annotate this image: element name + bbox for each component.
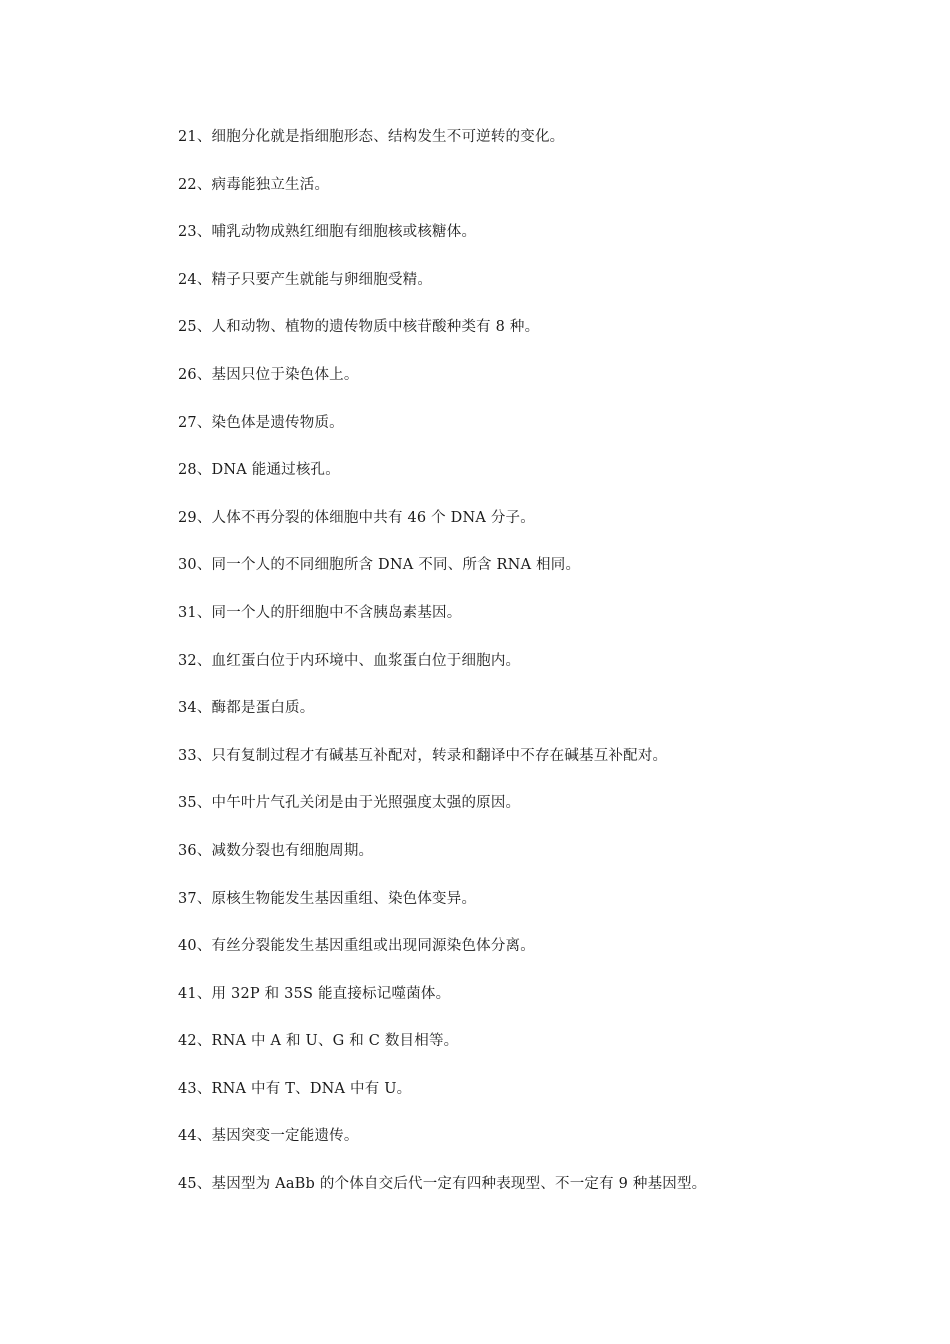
list-item: 34、酶都是蛋白质。 <box>178 700 315 717</box>
list-item: 21、细胞分化就是指细胞形态、结构发生不可逆转的变化。 <box>178 129 565 145</box>
list-item: 29、人体不再分裂的体细胞中共有 46 个 DNA 分子。 <box>178 509 535 526</box>
list-item: 26、基因只位于染色体上。 <box>178 366 359 383</box>
list-item: 45、基因型为 AaBb 的个体自交后代一定有四种表现型、不一定有 9 种基因型。 <box>178 1176 707 1193</box>
list-item: 27、染色体是遗传物质。 <box>178 414 344 431</box>
list-item: 42、RNA 中 A 和 U、G 和 C 数目相等。 <box>178 1033 459 1050</box>
statement-list <box>178 125 878 1220</box>
list-item: 32、血红蛋白位于内环境中、血浆蛋白位于细胞内。 <box>178 652 521 669</box>
list-item: 35、中午叶片气孔关闭是由于光照强度太强的原因。 <box>178 795 521 812</box>
list-item: 36、减数分裂也有细胞周期。 <box>178 842 374 859</box>
list-item: 28、DNA 能通过核孔。 <box>178 462 340 479</box>
list-item: 31、同一个人的肝细胞中不含胰岛素基因。 <box>178 604 462 621</box>
list-item: 44、基因突变一定能遗传。 <box>178 1128 359 1145</box>
list-item: 25、人和动物、植物的遗传物质中核苷酸种类有 8 种。 <box>178 319 540 336</box>
list-item: 23、哺乳动物成熟红细胞有细胞核或核糖体。 <box>178 224 477 241</box>
list-item: 24、精子只要产生就能与卵细胞受精。 <box>178 271 433 288</box>
list-item: 43、RNA 中有 T、DNA 中有 U。 <box>178 1080 412 1097</box>
list-item: 30、同一个人的不同细胞所含 DNA 不同、所含 RNA 相同。 <box>178 557 581 574</box>
list-item: 41、用 32P 和 35S 能直接标记噬菌体。 <box>178 985 451 1002</box>
list-item: 37、原核生物能发生基因重组、染色体变异。 <box>178 890 477 907</box>
list-item: 22、病毒能独立生活。 <box>178 176 330 193</box>
list-item: 33、只有复制过程才有碱基互补配对，转录和翻译中不存在碱基互补配对。 <box>178 747 668 764</box>
list-item: 40、有丝分裂能发生基因重组或出现同源染色体分离。 <box>178 938 535 955</box>
